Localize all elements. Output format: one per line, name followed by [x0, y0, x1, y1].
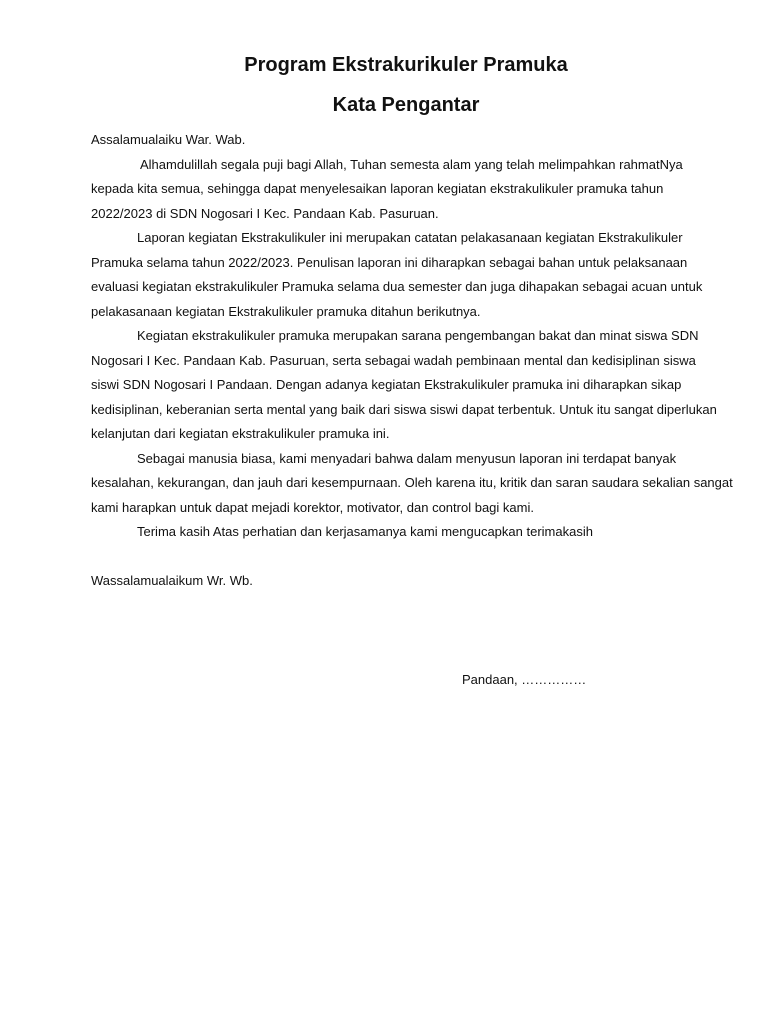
closing: Wassalamualaikum Wr. Wb.: [91, 573, 253, 588]
document-body: [91, 128, 731, 594]
paragraph-3: [91, 324, 731, 447]
paragraph-1: [91, 153, 731, 227]
paragraph-line: pelakasanaan kegiatan Ekstrakulikuler pramuka ditahun berikutnya.: [91, 303, 481, 319]
document-subtitle: Kata Pengantar: [332, 94, 480, 116]
document-title: Program Ekstrakurikuler Pramuka: [244, 54, 568, 76]
paragraph-line: kesalahan, kekurangan, dan jauh dari kesempurnaan. Oleh karena itu, kritik dan saran saudara sekalian sangat: [91, 475, 733, 490]
paragraph-4: [91, 447, 731, 521]
paragraph-line: Laporan kegiatan Ekstrakulikuler ini merupakan catatan pelakasanaan kegiatan Ekstrakulikuler: [137, 230, 683, 245]
paragraph-5: [91, 520, 731, 545]
paragraph-line: 2022/2023 di SDN Nogosari I Kec. Pandaan Kab. Pasuruan.: [91, 205, 439, 221]
paragraph-line: siswi SDN Nogosari I Pandaan. Dengan adanya kegiatan Ekstrakulikuler pramuka ini diharapkan sikap: [91, 377, 682, 392]
paragraph-line: evaluasi kegiatan ekstrakulikuler Pramuka selama dua semester dan juga dihapakan sebagai acuan untuk: [91, 279, 703, 294]
signature-place-date: Pandaan, ……………: [462, 672, 587, 687]
paragraph-line: kami harapkan untuk dapat mejadi korektor, motivator, dan control bagi kami.: [91, 499, 534, 515]
paragraph-line: kedisiplinan, keberanian serta mental yang baik dari siswa siswi dapat terbentuk. Untuk itu sangat diperlukan: [91, 401, 717, 417]
paragraph-line: Nogosari I Kec. Pandaan Kab. Pasuruan, serta sebagai wadah pembinaan mental dan kedisiplinan siswa: [91, 352, 696, 368]
paragraph-line: Kegiatan ekstrakulikuler pramuka merupakan sarana pengembangan bakat dan minat siswa SDN: [137, 328, 699, 343]
paragraph-line: kelanjutan dari kegiatan ekstrakulikuler pramuka ini.: [91, 426, 390, 441]
greeting: Assalamualaiku War. Wab.: [91, 132, 246, 147]
blank-line: [91, 545, 731, 570]
paragraph-line: Pramuka selama tahun 2022/2023. Penulisan laporan ini diharapkan sebagai bahan untuk pelaksanaan: [91, 254, 688, 270]
paragraph-2: [91, 226, 731, 324]
paragraph-line: Terima kasih Atas perhatian dan kerjasamanya kami mengucapkan terimakasih: [137, 524, 593, 539]
paragraph-line: Sebagai manusia biasa, kami menyadari bahwa dalam menyusun laporan ini terdapat banyak: [137, 450, 677, 466]
paragraph-line: kepada kita semua, sehingga dapat menyelesaikan laporan kegiatan ekstrakulikuler pramuka tahun: [91, 181, 664, 196]
paragraph-line: Alhamdulillah segala puji bagi Allah, Tuhan semesta alam yang telah melimpahkan rahmatNya: [140, 156, 683, 172]
